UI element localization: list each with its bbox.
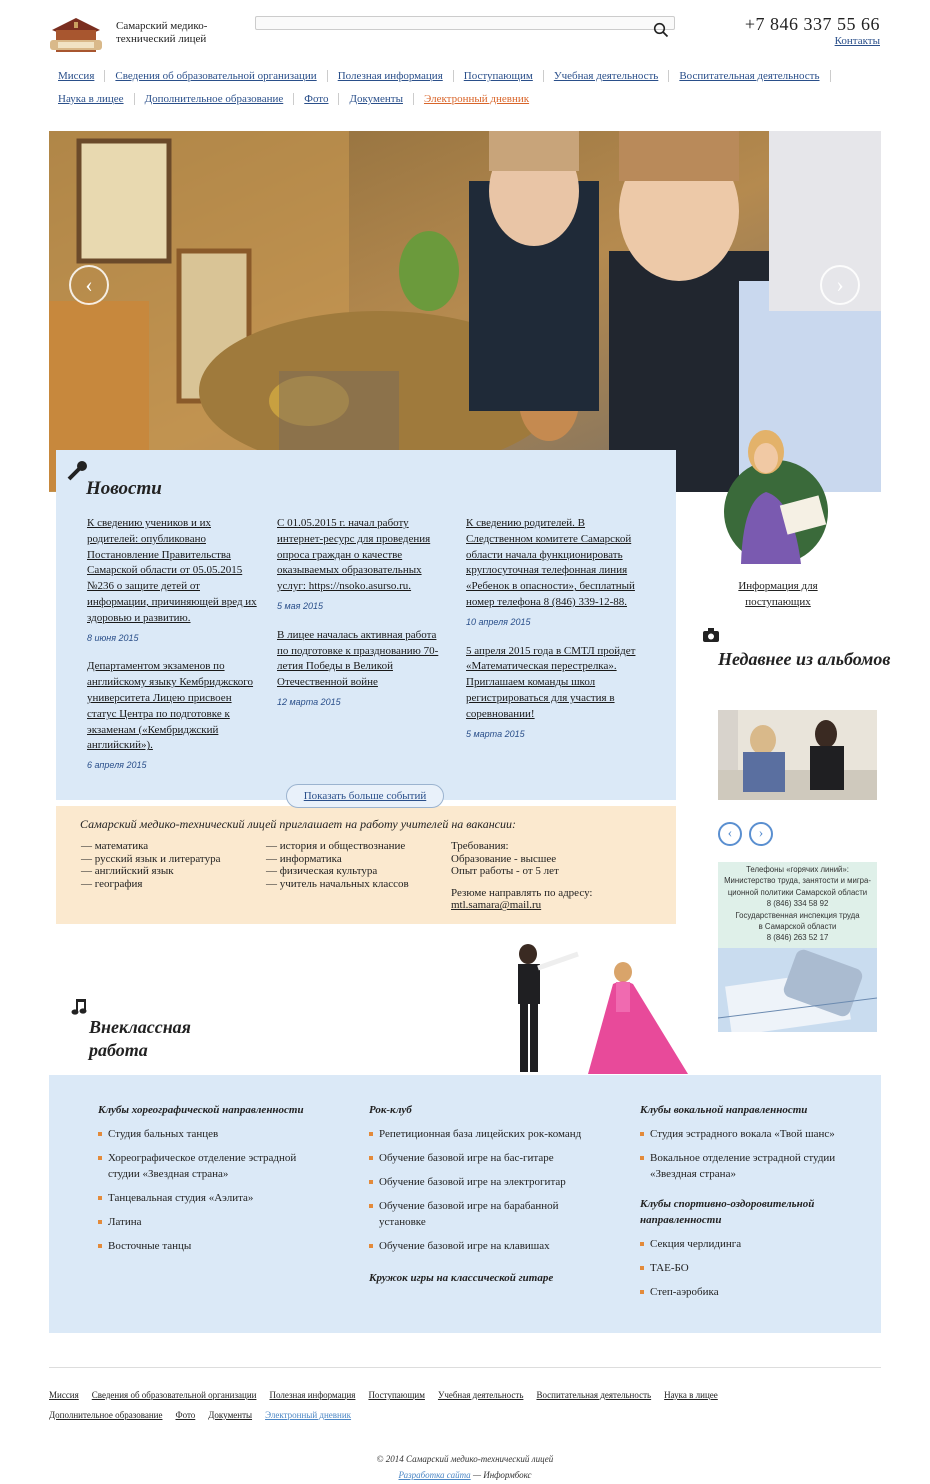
footer-link[interactable]: Поступающим	[368, 1390, 425, 1400]
club-heading: Клубы хореографической направленности	[98, 1104, 304, 1116]
nav-item-additional-education[interactable]: Дополнительное образование	[144, 93, 284, 105]
nav-divider	[104, 70, 105, 82]
news-item-title[interactable]: В лицее началась активная работа по подготовке к празднованию 70-летия Победы в Великой Отечественной войне	[277, 628, 439, 689]
copyright: © 2014 Самарский медико-технический лицей	[376, 1454, 554, 1464]
nav-item-documents[interactable]: Документы	[349, 93, 403, 105]
nav-divider	[668, 70, 669, 82]
nav-divider	[293, 93, 294, 105]
club-item: Обучение базовой игре на клавишах	[369, 1238, 584, 1254]
footer-link[interactable]: Документы	[208, 1410, 253, 1420]
nav-divider	[830, 70, 831, 82]
news-item-date: 12 марта 2015	[277, 696, 341, 707]
hotline-text	[718, 864, 877, 944]
news-item-title[interactable]: С 01.05.2015 г. начал работу интернет-ресурс для проведения опроса граждан о качестве оказываемых образовательных услуг: https://nsoko.asurso.ru.	[277, 517, 431, 593]
vacancy-item: — английский язык	[81, 865, 174, 878]
vacancy-item: — математика	[81, 840, 149, 852]
vacancy-item: — информатика	[266, 852, 342, 865]
hotline-line: ционной политики Самарской области	[727, 887, 868, 897]
hotline-line: в Самарской области	[758, 922, 837, 932]
news-item-date: 8 июня 2015	[87, 632, 139, 643]
club-item: ТАЕ-БО	[640, 1260, 855, 1276]
extracurricular-title: Внеклассная работа	[89, 1017, 191, 1060]
hotline-banner[interactable]	[718, 862, 877, 1032]
club-item: Студия эстрадного вокала «Твой шанс»	[640, 1126, 855, 1142]
hotline-line: Государственная инспекция труда	[735, 910, 860, 920]
school-name[interactable]: Самарский медико-технический лицей	[116, 20, 208, 45]
club-item: Степ-аэробика	[640, 1284, 855, 1300]
vacancy-requirements	[451, 840, 593, 912]
club-heading: Рок-клуб	[369, 1104, 412, 1116]
club-item: Обучение базовой игре на бас-гитаре	[369, 1150, 584, 1166]
footer-link[interactable]: Дополнительное образование	[49, 1410, 163, 1420]
news-column-2	[277, 516, 449, 724]
extra-column-vocal-sport	[640, 1102, 855, 1308]
requirement-item: Образование - высшее	[451, 852, 557, 865]
footer-link[interactable]: Учебная деятельность	[437, 1390, 524, 1400]
club-heading: Клубы вокальной направленности	[640, 1104, 808, 1116]
news-item-date: 5 мая 2015	[277, 600, 324, 611]
album-next-button[interactable]: ›	[749, 822, 773, 846]
nav-divider	[134, 93, 135, 105]
nav-item-useful-info[interactable]: Полезная информация	[337, 70, 443, 82]
news-item-title[interactable]: Департаментом экзаменов по английскому языку Кембриджского университета Лицею присвоен статус Центра по подготовке к экзаменам («Кембриджский английский»).	[87, 660, 254, 752]
nav-item-education[interactable]: Учебная деятельность	[553, 70, 659, 82]
footer-divider	[49, 1367, 881, 1368]
news-item-date: 10 апреля 2015	[466, 616, 531, 627]
news-item-title[interactable]: К сведению родителей. В Следственном комитете Самарской области начала функционировать круглосуточная телефонная линия «Ребенок в опасности», бесплатный номер телефона 8 (846) 339-12-88.	[466, 517, 635, 608]
club-item: Латина	[98, 1214, 318, 1230]
club-item: Студия бальных танцев	[98, 1126, 318, 1142]
nav-item-upbringing[interactable]: Воспитательная деятельность	[679, 70, 820, 82]
contacts-link[interactable]: Контакты	[834, 35, 880, 47]
requirement-item: Опыт работы - от 5 лет	[451, 865, 559, 878]
camera-icon	[703, 628, 719, 642]
footer-nav-row2	[49, 1410, 351, 1420]
club-item: Обучение базовой игре на электрогитар	[369, 1174, 584, 1190]
resume-label: Резюме направлять по адресу:	[451, 886, 593, 899]
footer-link-e-diary[interactable]: Электронный дневник	[265, 1410, 352, 1420]
developer-name: — Информбокс	[470, 1470, 532, 1480]
main-nav-row2	[58, 93, 529, 105]
hotline-line: 8 (846) 263 52 17	[766, 933, 829, 943]
slider-next-button[interactable]: ›	[820, 265, 860, 305]
nav-item-photo[interactable]: Фото	[304, 93, 329, 105]
developer-credit	[0, 1470, 930, 1480]
club-item: Восточные танцы	[98, 1238, 318, 1254]
club-item: Репетиционная база лицейских рок-команд	[369, 1126, 584, 1142]
nav-item-science[interactable]: Наука в лицее	[58, 93, 124, 105]
vacancy-item: — география	[81, 877, 143, 890]
extra-column-choreography	[98, 1102, 318, 1262]
search-icon[interactable]	[653, 22, 669, 38]
extra-column-rock	[369, 1102, 584, 1294]
news-item-date: 6 апреля 2015	[87, 760, 147, 771]
album-photo[interactable]	[718, 710, 877, 800]
vacancy-item: — учитель начальных классов	[266, 877, 409, 890]
news-title: Новости	[86, 478, 162, 499]
nav-divider	[543, 70, 544, 82]
club-item: Вокальное отделение эстрадной студии «Звездная страна»	[640, 1150, 855, 1182]
vacancy-item: — физическая культура	[266, 865, 378, 878]
club-item: Танцевальная студия «Аэлита»	[98, 1190, 318, 1206]
hotline-line: Министерство труда, занятости и мигра-	[724, 876, 871, 886]
vacancy-item: — русский язык и литература	[81, 852, 221, 865]
vacancy-list-1	[81, 840, 220, 890]
news-item-title[interactable]: К сведению учеников и их родителей: опубликовано Постановление Правительства Самарской области от 05.05.2015 №236 о защите детей от информации, причиняющей вред их здоровью и развитию.	[87, 517, 257, 624]
club-heading: Клубы спортивно-оздоровительной направленности	[640, 1198, 815, 1226]
nav-item-applicants[interactable]: Поступающим	[463, 70, 533, 82]
nav-divider	[453, 70, 454, 82]
nav-item-mission[interactable]: Миссия	[58, 70, 95, 82]
vacancy-list-2	[266, 840, 409, 890]
search-input[interactable]	[255, 16, 675, 30]
album-prev-button[interactable]: ‹	[718, 822, 742, 846]
footer-link[interactable]: Наука в лицее	[664, 1390, 718, 1400]
footer-nav-row1	[49, 1390, 718, 1400]
slider-prev-button[interactable]: ‹	[69, 265, 109, 305]
footer-link[interactable]: Воспитательная деятельность	[536, 1390, 652, 1400]
vacancy-item: — история и обществознание	[266, 840, 406, 852]
school-logo[interactable]	[48, 16, 104, 58]
vacancy-email-link[interactable]: mtl.samara@mail.ru	[451, 899, 542, 912]
news-item-title[interactable]: 5 апреля 2015 года в СМТЛ пройдет «Математическая перестрелка». Приглашаем команды школ регистрироваться для участия в соревновании!	[466, 644, 636, 720]
news-column-3	[466, 516, 638, 755]
nav-item-e-diary[interactable]: Электронный дневник	[423, 93, 530, 105]
nav-divider	[413, 93, 414, 105]
main-nav-row1	[58, 70, 841, 82]
developer-link[interactable]: Разработка сайта	[398, 1470, 471, 1480]
footer-link[interactable]: Полезная информация	[269, 1390, 356, 1400]
nav-divider	[338, 93, 339, 105]
applicants-info-image[interactable]	[721, 430, 831, 566]
music-note-icon	[71, 998, 89, 1016]
footer-link[interactable]: Фото	[175, 1410, 196, 1420]
footer-link[interactable]: Сведения об образовательной организации	[91, 1390, 257, 1400]
albums-title: Недавнее из альбомов	[718, 649, 891, 669]
club-item: Секция черлидинга	[640, 1236, 855, 1252]
club-item: Хореографическое отделение эстрадной студии «Звездная страна»	[98, 1150, 318, 1182]
applicants-info-link[interactable]: Информация для поступающих	[738, 580, 818, 608]
club-heading: Кружок игры на классической гитаре	[369, 1272, 554, 1284]
phone-number: +7 846 337 55 66	[744, 14, 880, 34]
nav-divider	[327, 70, 328, 82]
footer-link[interactable]: Миссия	[49, 1390, 79, 1400]
news-column-1	[87, 516, 259, 787]
nav-item-org-info[interactable]: Сведения об образовательной организации	[115, 70, 317, 82]
hotline-line: Телефоны «горячих линий»:	[746, 865, 849, 874]
hotline-line: 8 (846) 334 58 92	[766, 899, 829, 909]
vacancy-title: Самарский медико-технический лицей приглашает на работу учителей на вакансии:	[80, 817, 516, 831]
show-more-events-button[interactable]: Показать больше событий	[286, 784, 444, 808]
club-item: Обучение базовой игре на барабанной установке	[369, 1198, 584, 1230]
telephone-image	[718, 948, 877, 1032]
news-item-date: 5 марта 2015	[466, 728, 525, 739]
dancers-image	[498, 934, 708, 1074]
requirements-title: Требования:	[451, 840, 509, 852]
